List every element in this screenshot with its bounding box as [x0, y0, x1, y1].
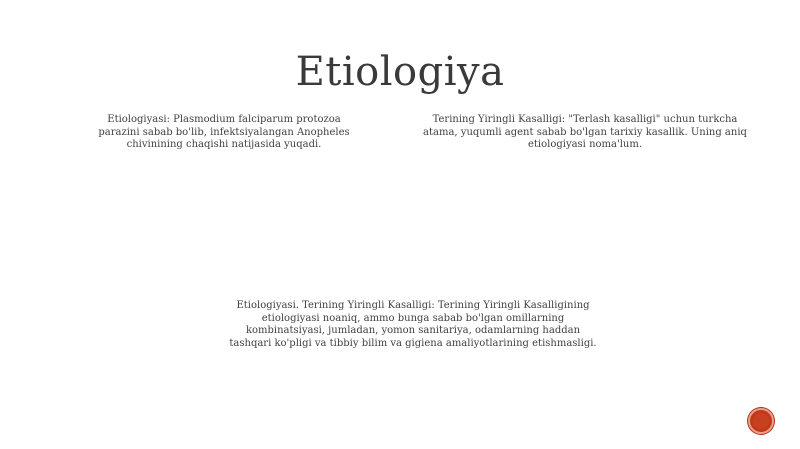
circle-nav-icon[interactable]	[748, 408, 774, 434]
text-block-bottom: Etiologiyasi. Terining Yiringli Kasalligi: Terining Yiringli Kasalligining etiologiyasi noaniq, ammo bunga sabab bo'lgan omillarning kombinatsiyasi, jumladan, yomon sanitariya, odamlarning haddan tashqari ko'pligi va tibbiy bilim va gigiena amaliyotlarining etishmasligi.	[229, 300, 597, 349]
text-block-right: Terining Yiringli Kasalligi: "Terlash kasalligi" uchun turkcha atama, yuqumli agent sabab bo'lgan tarixiy kasallik. Uning aniq etiologiyasi noma'lum.	[423, 114, 747, 150]
nav-button-inner	[753, 413, 769, 429]
text-block-left: Etiologiyasi: Plasmodium falciparum protozoa parazini sabab bo'lib, infektsiyalangan Anopheles chivinining chaqishi natijasida yuqadi.	[98, 114, 350, 150]
slide-title: Etiologiya	[295, 48, 505, 95]
